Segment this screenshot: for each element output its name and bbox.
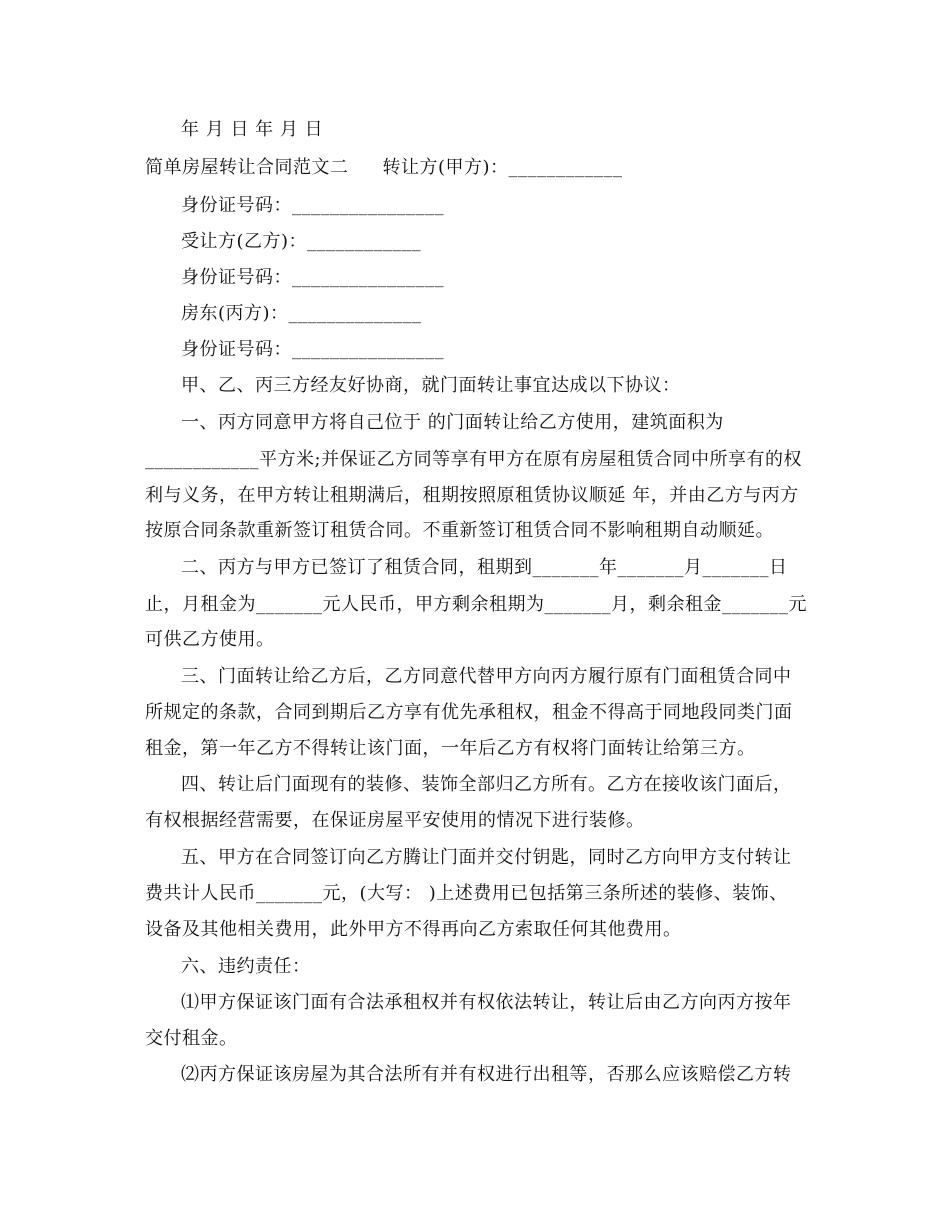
agreement-intro: 甲、乙、丙三方经友好协商，就门面转让事宜达成以下协议： [181,375,681,396]
clause-1-line-2: ____________平方米;并保证乙方同等享有甲方在原有房屋租赁合同中所享有的权 [145,449,803,470]
clause-1-line-4: 按原合同条款重新签订租赁合同。不重新签订租赁合同不影响租期自动顺延。 [145,520,774,541]
clause-6-item-1-line-1: ⑴甲方保证该门面有合法承租权并有权依法转让，转让后由乙方向丙方按年 [181,992,792,1013]
clause-3-line-3: 租金，第一年乙方不得转让该门面，一年后乙方有权将门面转让给第三方。 [145,738,756,759]
clause-2-line-3: 可供乙方使用。 [145,629,275,650]
party-b-field: 受让方(乙方)：____________ [181,231,422,252]
party-c-id-field: 身份证号码：________________ [181,339,444,360]
contract-title: 简单房屋转让合同范文二 [145,157,349,178]
party-c-field: 房东(丙方)：______________ [181,303,422,324]
clause-2-line-1: 二、丙方与甲方已签订了租赁合同，租期到_______年_______月_______日 [181,557,788,578]
clause-5-line-2: 费共计人民币_______元，(大写： )上述费用已包括第三条所述的装修、装饰、 [145,883,788,904]
clause-6-item-1-line-2: 交付租金。 [145,1028,238,1049]
date-line: 年 月 日 年 月 日 [181,119,324,140]
party-a-id-field: 身份证号码：________________ [181,195,444,216]
clause-4-line-2: 有权根据经营需要，在保证房屋平安使用的情况下进行装修。 [145,810,645,831]
clause-6-item-2-line-1: ⑵丙方保证该房屋为其合法所有并有权进行出租等，否那么应该赔偿乙方转 [181,1064,792,1085]
party-a-field: 转让方(甲方)：____________ [382,157,623,178]
title-and-party-a-line [145,156,805,180]
clause-3-line-2: 所规定的条款，合同到期后乙方享有优先承租权，租金不得高于同地段同类门面 [145,702,793,723]
clause-4-line-1: 四、转让后门面现有的装修、装饰全部归乙方所有。乙方在接收该门面后， [181,774,792,795]
clause-5-line-1: 五、甲方在合同签订向乙方腾让门面并交付钥匙，同时乙方向甲方支付转让 [181,847,792,868]
party-b-id-field: 身份证号码：________________ [181,267,444,288]
clause-6-heading: 六、违约责任： [181,956,311,977]
clause-5-line-3: 设备及其他相关费用，此外甲方不得再向乙方索取任何其他费用。 [145,919,682,940]
clause-2-line-2: 止，月租金为_______元人民币，甲方剩余租期为_______月，剩余租金_______元 [145,594,807,615]
clause-3-line-1: 三、门面转让给乙方后，乙方同意代替甲方向丙方履行原有门面租赁合同中 [181,666,792,687]
clause-1-line-1: 一、丙方同意甲方将自己位于 的门面转让给乙方使用，建筑面积为 [181,412,724,433]
clause-1-line-3: 利与义务，在甲方转让租期满后，租期按照原租赁协议顺延 年，并由乙方与丙方 [145,485,799,506]
